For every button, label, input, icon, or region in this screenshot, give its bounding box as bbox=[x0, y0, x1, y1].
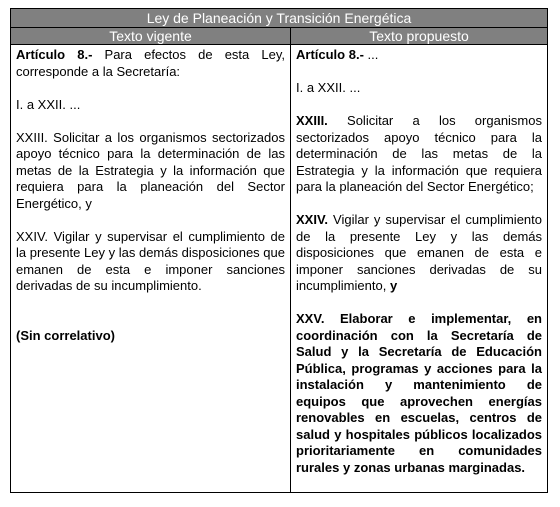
right-xxiii-text: Solicitar a los organismos sectorizados apoyo técnico para la determinación de las metas de la Estrategia y la información que requiera para la planeación del Sector Energético; bbox=[296, 113, 542, 194]
right-xxiii-number: XXIII. bbox=[296, 113, 328, 128]
header-texto-propuesto: Texto propuesto bbox=[369, 28, 469, 44]
left-fractions-range: I. a XXII. ... bbox=[16, 96, 81, 112]
column-texto-vigente bbox=[11, 45, 291, 492]
right-article-intro: ... bbox=[363, 47, 379, 62]
right-article-heading bbox=[296, 47, 542, 64]
comparison-table bbox=[10, 8, 548, 493]
right-article-number: Artículo 8.- bbox=[296, 47, 364, 62]
left-fraction-xxiv: XXIV. Vigilar y supervisar el cumplimiento de la presente Ley y las demás disposiciones que emanen de esta e imponer sanciones derivadas de su incumplimiento. bbox=[16, 228, 285, 293]
column-texto-propuesto bbox=[291, 45, 547, 492]
right-fraction-xxiv bbox=[296, 212, 542, 295]
right-xxiv-number: XXIV. bbox=[296, 212, 329, 227]
header-texto-vigente: Texto vigente bbox=[11, 28, 291, 44]
left-article-heading bbox=[16, 47, 285, 80]
left-sin-correlativo: (Sin correlativo) bbox=[16, 327, 115, 343]
right-fraction-xxv: XXV. Elaborar e implementar, en coordinación con la Secretaría de Salud y la Secretaría de Educación Pública, programas y acciones para la instalación y mantenimiento de equipos que aprovechen energías renovables en escuelas, centros de salud y hospitales públicos localizados prioritariamente en comunidades rurales y zonas urbanas marginadas. bbox=[296, 311, 542, 475]
right-xxiv-conjunction: y bbox=[389, 278, 398, 293]
left-fraction-xxiii: XXIII. Solicitar a los organismos sectorizados apoyo técnico para la determinación de las metas de la Estrategia y la información que requiera para la planeación del Sector Energético, y bbox=[16, 129, 285, 211]
column-headers bbox=[11, 28, 547, 45]
right-fraction-xxiii bbox=[296, 113, 542, 196]
right-xxiv-text: Vigilar y supervisar el cumplimiento de la presente Ley y las demás disposiciones que emanen de esta e imponer sanciones derivadas de su incumplimiento, bbox=[296, 212, 542, 293]
table-title: Ley de Planeación y Transición Energética bbox=[11, 9, 547, 28]
left-article-intro: Para efectos de esta Ley, corresponde a la Secretaría: bbox=[16, 47, 285, 79]
table-body-row bbox=[11, 45, 547, 492]
left-article-number: Artículo 8.- bbox=[16, 47, 93, 62]
right-fractions-range: I. a XXII. ... bbox=[296, 80, 361, 95]
